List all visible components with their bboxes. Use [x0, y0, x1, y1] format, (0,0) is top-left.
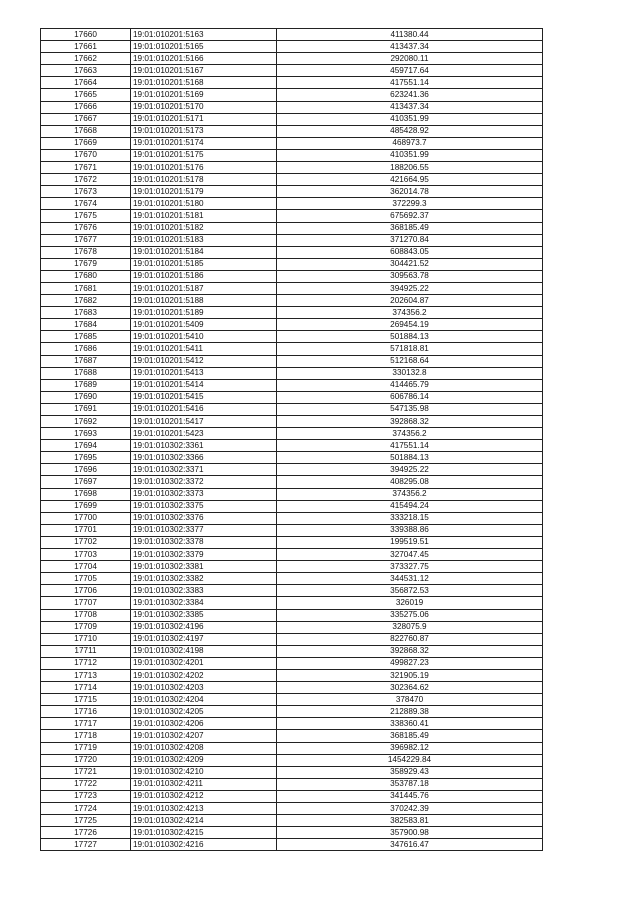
row-number-cell: 17668	[41, 125, 131, 137]
row-number-cell: 17702	[41, 536, 131, 548]
cadastral-value-cell: 371270.84	[277, 234, 543, 246]
cadastral-value-cell: 202604.87	[277, 295, 543, 307]
table-row	[41, 609, 543, 621]
cadastral-number-cell: 19:01:010201:5414	[131, 379, 277, 391]
table-row	[41, 524, 543, 536]
row-number-cell: 17719	[41, 742, 131, 754]
row-number-cell: 17671	[41, 162, 131, 174]
row-number-cell: 17715	[41, 694, 131, 706]
cadastral-number-cell: 19:01:010302:4214	[131, 815, 277, 827]
cadastral-number-cell: 19:01:010201:5184	[131, 246, 277, 258]
row-number-cell: 17675	[41, 210, 131, 222]
cadastral-value-cell: 356872.53	[277, 585, 543, 597]
cadastral-value-cell: 606786.14	[277, 391, 543, 403]
row-number-cell: 17718	[41, 730, 131, 742]
cadastral-number-cell: 19:01:010201:5412	[131, 355, 277, 367]
cadastral-value-cell: 292080.11	[277, 53, 543, 65]
cadastral-number-cell: 19:01:010201:5410	[131, 331, 277, 343]
table-row	[41, 815, 543, 827]
cadastral-number-cell: 19:01:010201:5423	[131, 428, 277, 440]
table-row	[41, 246, 543, 258]
cadastral-number-cell: 19:01:010302:4213	[131, 803, 277, 815]
table-row	[41, 162, 543, 174]
cadastral-number-cell: 19:01:010302:3375	[131, 500, 277, 512]
row-number-cell: 17666	[41, 101, 131, 113]
table-row	[41, 803, 543, 815]
row-number-cell: 17670	[41, 149, 131, 161]
row-number-cell: 17700	[41, 512, 131, 524]
table-row	[41, 645, 543, 657]
row-number-cell: 17662	[41, 53, 131, 65]
table-row	[41, 536, 543, 548]
row-number-cell: 17679	[41, 258, 131, 270]
table-row	[41, 561, 543, 573]
table-row	[41, 694, 543, 706]
row-number-cell: 17674	[41, 198, 131, 210]
row-number-cell: 17717	[41, 718, 131, 730]
cadastral-number-cell: 19:01:010302:4207	[131, 730, 277, 742]
cadastral-number-cell: 19:01:010302:3366	[131, 452, 277, 464]
cadastral-number-cell: 19:01:010201:5189	[131, 307, 277, 319]
table-row	[41, 597, 543, 609]
cadastral-number-cell: 19:01:010201:5188	[131, 295, 277, 307]
table-row	[41, 113, 543, 125]
cadastral-value-cell: 413437.34	[277, 41, 543, 53]
cadastral-number-cell: 19:01:010302:4196	[131, 621, 277, 633]
row-number-cell: 17682	[41, 295, 131, 307]
table-row	[41, 742, 543, 754]
cadastral-number-cell: 19:01:010201:5417	[131, 416, 277, 428]
row-number-cell: 17685	[41, 331, 131, 343]
row-number-cell: 17665	[41, 89, 131, 101]
table-row	[41, 766, 543, 778]
row-number-cell: 17667	[41, 113, 131, 125]
cadastral-number-cell: 19:01:010201:5185	[131, 258, 277, 270]
table-row	[41, 234, 543, 246]
cadastral-value-cell: 212889.38	[277, 706, 543, 718]
row-number-cell: 17720	[41, 754, 131, 766]
table-row	[41, 186, 543, 198]
table-row	[41, 682, 543, 694]
row-number-cell: 17677	[41, 234, 131, 246]
cadastral-number-cell: 19:01:010201:5181	[131, 210, 277, 222]
row-number-cell: 17693	[41, 428, 131, 440]
table-row	[41, 440, 543, 452]
cadastral-number-cell: 19:01:010302:4198	[131, 645, 277, 657]
table-row	[41, 718, 543, 730]
cadastral-value-cell: 411380.44	[277, 29, 543, 41]
row-number-cell: 17660	[41, 29, 131, 41]
table-row	[41, 89, 543, 101]
row-number-cell: 17692	[41, 416, 131, 428]
cadastral-number-cell: 19:01:010302:3371	[131, 464, 277, 476]
cadastral-value-cell: 382583.81	[277, 815, 543, 827]
table-row	[41, 77, 543, 89]
cadastral-value-cell: 353787.18	[277, 778, 543, 790]
table-row	[41, 307, 543, 319]
cadastral-number-cell: 19:01:010302:3384	[131, 597, 277, 609]
cadastral-value-cell: 362014.78	[277, 186, 543, 198]
cadastral-value-cell: 392868.32	[277, 645, 543, 657]
row-number-cell: 17703	[41, 549, 131, 561]
cadastral-number-cell: 19:01:010201:5167	[131, 65, 277, 77]
cadastral-value-cell: 358929.43	[277, 766, 543, 778]
cadastral-value-cell: 822760.87	[277, 633, 543, 645]
cadastral-value-cell: 421664.95	[277, 174, 543, 186]
table-row	[41, 790, 543, 802]
cadastral-value-cell: 374356.2	[277, 428, 543, 440]
cadastral-number-cell: 19:01:010201:5416	[131, 403, 277, 415]
table-row	[41, 549, 543, 561]
table-row	[41, 778, 543, 790]
table-row	[41, 198, 543, 210]
row-number-cell: 17691	[41, 403, 131, 415]
row-number-cell: 17713	[41, 669, 131, 681]
cadastral-number-cell: 19:01:010201:5415	[131, 391, 277, 403]
table-row	[41, 331, 543, 343]
cadastral-value-cell: 378470	[277, 694, 543, 706]
row-number-cell: 17680	[41, 270, 131, 282]
cadastral-value-cell: 1454229.84	[277, 754, 543, 766]
table-row	[41, 754, 543, 766]
cadastral-value-cell: 339388.86	[277, 524, 543, 536]
table-row	[41, 210, 543, 222]
cadastral-number-cell: 19:01:010302:4216	[131, 839, 277, 851]
cadastral-value-cell: 394925.22	[277, 464, 543, 476]
table-row	[41, 621, 543, 633]
cadastral-number-cell: 19:01:010302:3373	[131, 488, 277, 500]
cadastral-number-cell: 19:01:010302:3381	[131, 561, 277, 573]
cadastral-value-cell: 414465.79	[277, 379, 543, 391]
cadastral-number-cell: 19:01:010201:5163	[131, 29, 277, 41]
table-row	[41, 706, 543, 718]
cadastral-value-cell: 373327.75	[277, 561, 543, 573]
cadastral-value-cell: 623241.36	[277, 89, 543, 101]
cadastral-number-cell: 19:01:010201:5180	[131, 198, 277, 210]
row-number-cell: 17663	[41, 65, 131, 77]
cadastral-value-cell: 394925.22	[277, 282, 543, 294]
cadastral-value-cell: 344531.12	[277, 573, 543, 585]
row-number-cell: 17721	[41, 766, 131, 778]
table-row	[41, 573, 543, 585]
cadastral-number-cell: 19:01:010201:5411	[131, 343, 277, 355]
cadastral-number-cell: 19:01:010302:4215	[131, 827, 277, 839]
cadastral-value-cell: 501884.13	[277, 331, 543, 343]
cadastral-number-cell: 19:01:010201:5175	[131, 149, 277, 161]
row-number-cell: 17725	[41, 815, 131, 827]
cadastral-value-cell: 372299.3	[277, 198, 543, 210]
row-number-cell: 17707	[41, 597, 131, 609]
cadastral-value-cell: 499827.23	[277, 657, 543, 669]
table-row	[41, 29, 543, 41]
row-number-cell: 17724	[41, 803, 131, 815]
cadastral-value-cell: 327047.45	[277, 549, 543, 561]
cadastral-number-cell: 19:01:010302:3377	[131, 524, 277, 536]
row-number-cell: 17678	[41, 246, 131, 258]
row-number-cell: 17695	[41, 452, 131, 464]
cadastral-value-cell: 608843.05	[277, 246, 543, 258]
cadastral-number-cell: 19:01:010302:4204	[131, 694, 277, 706]
cadastral-number-cell: 19:01:010201:5168	[131, 77, 277, 89]
cadastral-value-cell: 199519.51	[277, 536, 543, 548]
cadastral-value-cell: 328075.9	[277, 621, 543, 633]
row-number-cell: 17697	[41, 476, 131, 488]
table-row	[41, 464, 543, 476]
table-row	[41, 585, 543, 597]
cadastral-value-cell: 547135.98	[277, 403, 543, 415]
table-row	[41, 512, 543, 524]
table-row	[41, 633, 543, 645]
cadastral-value-cell: 392868.32	[277, 416, 543, 428]
cadastral-value-table	[40, 28, 543, 851]
table-row	[41, 282, 543, 294]
cadastral-value-cell: 485428.92	[277, 125, 543, 137]
table-row	[41, 149, 543, 161]
cadastral-number-cell: 19:01:010201:5179	[131, 186, 277, 198]
cadastral-value-cell: 347616.47	[277, 839, 543, 851]
table-row	[41, 270, 543, 282]
table-row	[41, 827, 543, 839]
cadastral-value-cell: 415494.24	[277, 500, 543, 512]
table-row	[41, 367, 543, 379]
table-row	[41, 500, 543, 512]
table-row	[41, 295, 543, 307]
cadastral-number-cell: 19:01:010201:5170	[131, 101, 277, 113]
table-row	[41, 488, 543, 500]
row-number-cell: 17689	[41, 379, 131, 391]
cadastral-value-cell: 512168.64	[277, 355, 543, 367]
table-row	[41, 391, 543, 403]
table-row	[41, 343, 543, 355]
table-row	[41, 101, 543, 113]
cadastral-value-cell: 408295.08	[277, 476, 543, 488]
cadastral-value-cell: 571818.81	[277, 343, 543, 355]
cadastral-number-cell: 19:01:010302:3382	[131, 573, 277, 585]
row-number-cell: 17716	[41, 706, 131, 718]
table-row	[41, 174, 543, 186]
row-number-cell: 17696	[41, 464, 131, 476]
row-number-cell: 17708	[41, 609, 131, 621]
row-number-cell: 17676	[41, 222, 131, 234]
row-number-cell: 17681	[41, 282, 131, 294]
cadastral-number-cell: 19:01:010302:4210	[131, 766, 277, 778]
table-row	[41, 125, 543, 137]
cadastral-value-cell: 370242.39	[277, 803, 543, 815]
cadastral-value-cell: 417551.14	[277, 440, 543, 452]
cadastral-value-cell: 326019	[277, 597, 543, 609]
row-number-cell: 17701	[41, 524, 131, 536]
row-number-cell: 17704	[41, 561, 131, 573]
cadastral-number-cell: 19:01:010201:5174	[131, 137, 277, 149]
row-number-cell: 17709	[41, 621, 131, 633]
table-row	[41, 41, 543, 53]
table-row	[41, 669, 543, 681]
cadastral-number-cell: 19:01:010302:4206	[131, 718, 277, 730]
cadastral-value-cell: 459717.64	[277, 65, 543, 77]
cadastral-number-cell: 19:01:010201:5187	[131, 282, 277, 294]
cadastral-number-cell: 19:01:010302:4208	[131, 742, 277, 754]
cadastral-value-cell: 335275.06	[277, 609, 543, 621]
cadastral-value-cell: 410351.99	[277, 149, 543, 161]
cadastral-value-cell: 413437.34	[277, 101, 543, 113]
row-number-cell: 17727	[41, 839, 131, 851]
row-number-cell: 17711	[41, 645, 131, 657]
table-row	[41, 416, 543, 428]
cadastral-value-cell: 341445.76	[277, 790, 543, 802]
table-row	[41, 839, 543, 851]
table-row	[41, 428, 543, 440]
cadastral-value-cell: 675692.37	[277, 210, 543, 222]
cadastral-number-cell: 19:01:010201:5186	[131, 270, 277, 282]
cadastral-number-cell: 19:01:010302:4201	[131, 657, 277, 669]
cadastral-value-cell: 396982.12	[277, 742, 543, 754]
cadastral-value-cell: 188206.55	[277, 162, 543, 174]
cadastral-value-cell: 330132.8	[277, 367, 543, 379]
row-number-cell: 17661	[41, 41, 131, 53]
cadastral-value-cell: 368185.49	[277, 730, 543, 742]
row-number-cell: 17686	[41, 343, 131, 355]
cadastral-value-cell: 368185.49	[277, 222, 543, 234]
cadastral-number-cell: 19:01:010302:4197	[131, 633, 277, 645]
row-number-cell: 17690	[41, 391, 131, 403]
cadastral-number-cell: 19:01:010302:4205	[131, 706, 277, 718]
cadastral-number-cell: 19:01:010302:3383	[131, 585, 277, 597]
cadastral-value-cell: 468973.7	[277, 137, 543, 149]
cadastral-value-cell: 417551.14	[277, 77, 543, 89]
table-row	[41, 476, 543, 488]
row-number-cell: 17687	[41, 355, 131, 367]
cadastral-number-cell: 19:01:010201:5171	[131, 113, 277, 125]
row-number-cell: 17705	[41, 573, 131, 585]
row-number-cell: 17669	[41, 137, 131, 149]
row-number-cell: 17699	[41, 500, 131, 512]
cadastral-number-cell: 19:01:010302:4209	[131, 754, 277, 766]
cadastral-number-cell: 19:01:010201:5166	[131, 53, 277, 65]
row-number-cell: 17664	[41, 77, 131, 89]
table-body	[41, 29, 543, 851]
cadastral-number-cell: 19:01:010201:5413	[131, 367, 277, 379]
table-row	[41, 65, 543, 77]
cadastral-number-cell: 19:01:010201:5409	[131, 319, 277, 331]
row-number-cell: 17694	[41, 440, 131, 452]
row-number-cell: 17714	[41, 682, 131, 694]
row-number-cell: 17684	[41, 319, 131, 331]
row-number-cell: 17726	[41, 827, 131, 839]
cadastral-value-cell: 333218.15	[277, 512, 543, 524]
cadastral-value-cell: 304421.52	[277, 258, 543, 270]
cadastral-number-cell: 19:01:010302:3378	[131, 536, 277, 548]
row-number-cell: 17723	[41, 790, 131, 802]
table-row	[41, 403, 543, 415]
table-row	[41, 53, 543, 65]
cadastral-number-cell: 19:01:010302:3361	[131, 440, 277, 452]
cadastral-value-cell: 269454.19	[277, 319, 543, 331]
cadastral-value-cell: 338360.41	[277, 718, 543, 730]
row-number-cell: 17673	[41, 186, 131, 198]
cadastral-number-cell: 19:01:010201:5165	[131, 41, 277, 53]
row-number-cell: 17683	[41, 307, 131, 319]
cadastral-number-cell: 19:01:010302:3379	[131, 549, 277, 561]
cadastral-number-cell: 19:01:010201:5178	[131, 174, 277, 186]
cadastral-value-cell: 410351.99	[277, 113, 543, 125]
cadastral-number-cell: 19:01:010201:5182	[131, 222, 277, 234]
cadastral-value-cell: 357900.98	[277, 827, 543, 839]
row-number-cell: 17698	[41, 488, 131, 500]
cadastral-value-cell: 321905.19	[277, 669, 543, 681]
table-row	[41, 319, 543, 331]
table-row	[41, 258, 543, 270]
cadastral-number-cell: 19:01:010201:5169	[131, 89, 277, 101]
table-row	[41, 355, 543, 367]
cadastral-value-cell: 501884.13	[277, 452, 543, 464]
table-row	[41, 137, 543, 149]
cadastral-number-cell: 19:01:010201:5173	[131, 125, 277, 137]
row-number-cell: 17710	[41, 633, 131, 645]
cadastral-number-cell: 19:01:010302:3376	[131, 512, 277, 524]
cadastral-number-cell: 19:01:010302:3372	[131, 476, 277, 488]
cadastral-number-cell: 19:01:010302:4202	[131, 669, 277, 681]
cadastral-number-cell: 19:01:010302:3385	[131, 609, 277, 621]
table-row	[41, 657, 543, 669]
row-number-cell: 17706	[41, 585, 131, 597]
cadastral-value-cell: 309563.78	[277, 270, 543, 282]
cadastral-value-cell: 374356.2	[277, 488, 543, 500]
table-row	[41, 379, 543, 391]
cadastral-value-cell: 374356.2	[277, 307, 543, 319]
table-row	[41, 730, 543, 742]
table-row	[41, 222, 543, 234]
row-number-cell: 17722	[41, 778, 131, 790]
cadastral-value-cell: 302364.62	[277, 682, 543, 694]
row-number-cell: 17688	[41, 367, 131, 379]
cadastral-number-cell: 19:01:010302:4212	[131, 790, 277, 802]
cadastral-number-cell: 19:01:010302:4203	[131, 682, 277, 694]
cadastral-number-cell: 19:01:010201:5183	[131, 234, 277, 246]
cadastral-number-cell: 19:01:010201:5176	[131, 162, 277, 174]
row-number-cell: 17712	[41, 657, 131, 669]
row-number-cell: 17672	[41, 174, 131, 186]
table-row	[41, 452, 543, 464]
cadastral-number-cell: 19:01:010302:4211	[131, 778, 277, 790]
